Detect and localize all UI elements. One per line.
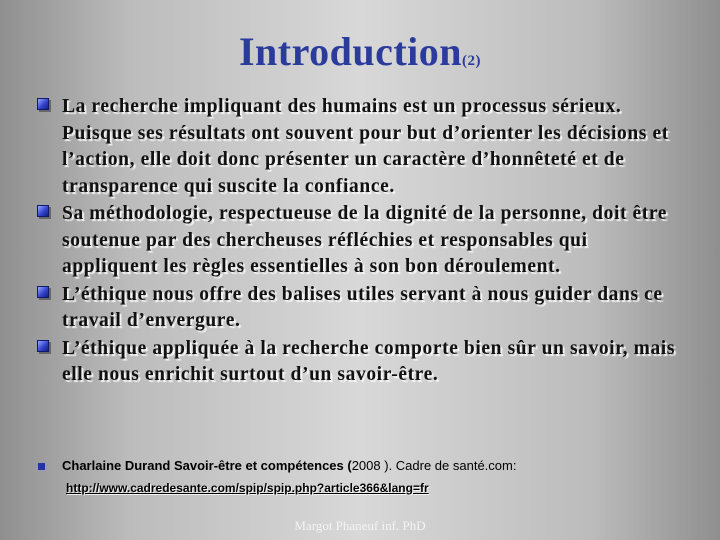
bullet-item (36, 201, 676, 281)
bullet-list (36, 94, 676, 390)
reference-details: 2008 ). Cadre de santé.com: (351, 458, 517, 473)
slide-title-suffix: (2) (462, 53, 482, 69)
reference-author: Charlaine Durand Savoir-être et compétences ( (62, 458, 352, 473)
reference-bullet-icon (38, 463, 45, 470)
bullet-text: L’éthique nous offre des balises utiles servant à nous guider dans ce travail d’envergure. (62, 283, 663, 331)
slide-title-text: Introduction (238, 29, 463, 74)
slide-title (0, 28, 720, 75)
bullet-text: La recherche impliquant des humains est un processus sérieux. Puisque ses résultats ont souvent pour but d’orienter les décisions et l’action, elle doit donc présenter un caractère d’honnêteté et de transparence qui suscite la confiance. (62, 96, 669, 197)
bullet-square-icon (37, 286, 49, 298)
bullet-item (36, 282, 676, 335)
bullet-item (36, 94, 676, 200)
reference-citation (36, 458, 712, 495)
bullet-text: L’éthique appliquée à la recherche comporte bien sûr un savoir, mais elle nous enrichit surtout d’un savoir-être. (62, 337, 676, 385)
bullet-item (36, 336, 676, 389)
reference-link[interactable]: http://www.cadredesante.com/spip/spip.php?article366&lang=fr (66, 481, 429, 495)
bullet-square-icon (37, 98, 49, 110)
bullet-square-icon (37, 205, 49, 217)
bullet-square-icon (37, 340, 49, 352)
bullet-text: Sa méthodologie, respectueuse de la dignité de la personne, doit être soutenue par des chercheuses réfléchies et responsables qui appliquent les règles essentielles à son bon déroulement. (62, 203, 668, 277)
slide-footer: Margot Phaneuf inf. PhD (294, 518, 426, 533)
